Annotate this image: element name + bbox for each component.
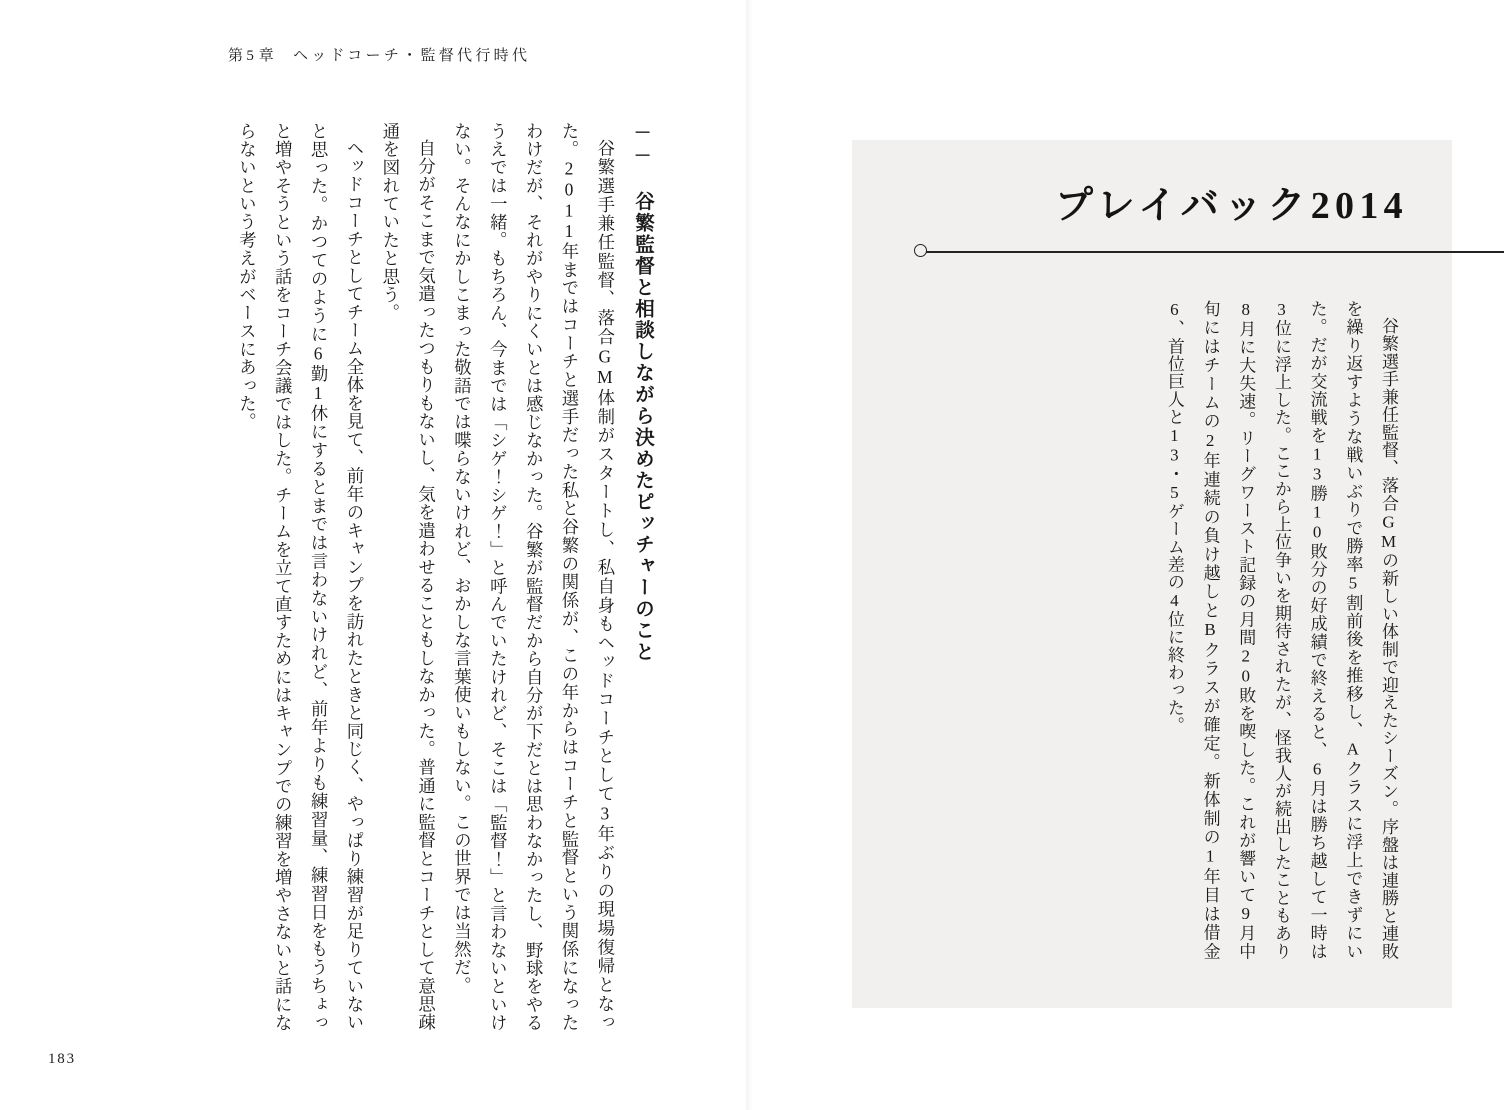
playback-panel-body — [986, 300, 1406, 960]
right-page — [752, 0, 1504, 1110]
running-head — [228, 44, 530, 65]
running-head-chapter-title: ヘッドコーチ・監督代行時代 — [292, 48, 531, 64]
running-head-chapter-label: 第 — [228, 48, 247, 64]
running-head-chapter-unit: 章 — [258, 48, 277, 64]
paragraph: 谷繁選手兼任監督、落合GMの新しい体制で迎えたシーズン。序盤は連勝と連敗を繰り返すような戦いぶりで勝率5割前後を推移し、Aクラスに浮上できずにいた。だが交流戦を13勝10敗分の好成績で終えると、6月は勝ち越して一時は3位に浮上した。ここから上位争いを期待されたが、怪我人が続出したこともあり8月に大失速。リーグワースト記録の月間20敗を喫した。これが響いて9月中旬にはチームの2年連続の負け越しとBクラスが確定。新体制の1年目は借金6、首位巨人と13・5ゲーム差の4位に終わった。 — [1164, 300, 1398, 960]
section-heading: ── 谷繁監督と相談しながら決めたピッチャーのこと — [632, 122, 653, 663]
playback-panel — [852, 140, 1452, 1008]
circle-dot-icon — [914, 244, 927, 257]
playback-panel-title: プレイバック2014 — [1054, 185, 1408, 227]
page-number: 183 — [48, 1051, 76, 1067]
running-head-chapter-number: 5 — [246, 48, 259, 64]
paragraph: 谷繁選手兼任監督、落合GM体制がスタートし、私自身もヘッドコーチとして3年ぶりの現場復帰となった。2011年まではコーチと選手だった私と谷繁の関係が、この年からはコーチと監督という関係になったわけだが、それがやりにくいとは感じなかった。谷繁が監督だから自分が下だとは思わなかったし、野球をやるうえでは一緒。もちろん、今までは「シゲ！シゲ！」と呼んでいたけれど、そこは「監督！」と言わないといけない。そんなにかしこまった敬語では喋らないけれど、おかしな言葉使いもしない。この世界では当然だ。 — [451, 122, 615, 1032]
left-page-body — [62, 122, 662, 1032]
paragraph: ヘッドコーチとしてチーム全体を見て、前年のキャンプを訪れたときと同じく、やっぱり練習が足りていないと思った。かつてのように6勤1休にするとまでは言わないけれど、前年よりも練習量、練習日をもうちょっと増やそうという話をコーチ会議ではした。チームを立て直すためにはキャンプでの練習を増やさないと話にならないという考えがベースにあった。 — [236, 122, 364, 1032]
paragraph: 自分がそこまで気遣ったつもりもないし、気を遣わせることもしなかった。普通に監督とコーチとして意思疎通を図れていたと思う。 — [379, 122, 436, 1032]
divider-line — [924, 251, 1504, 253]
panel-divider — [914, 242, 1474, 262]
